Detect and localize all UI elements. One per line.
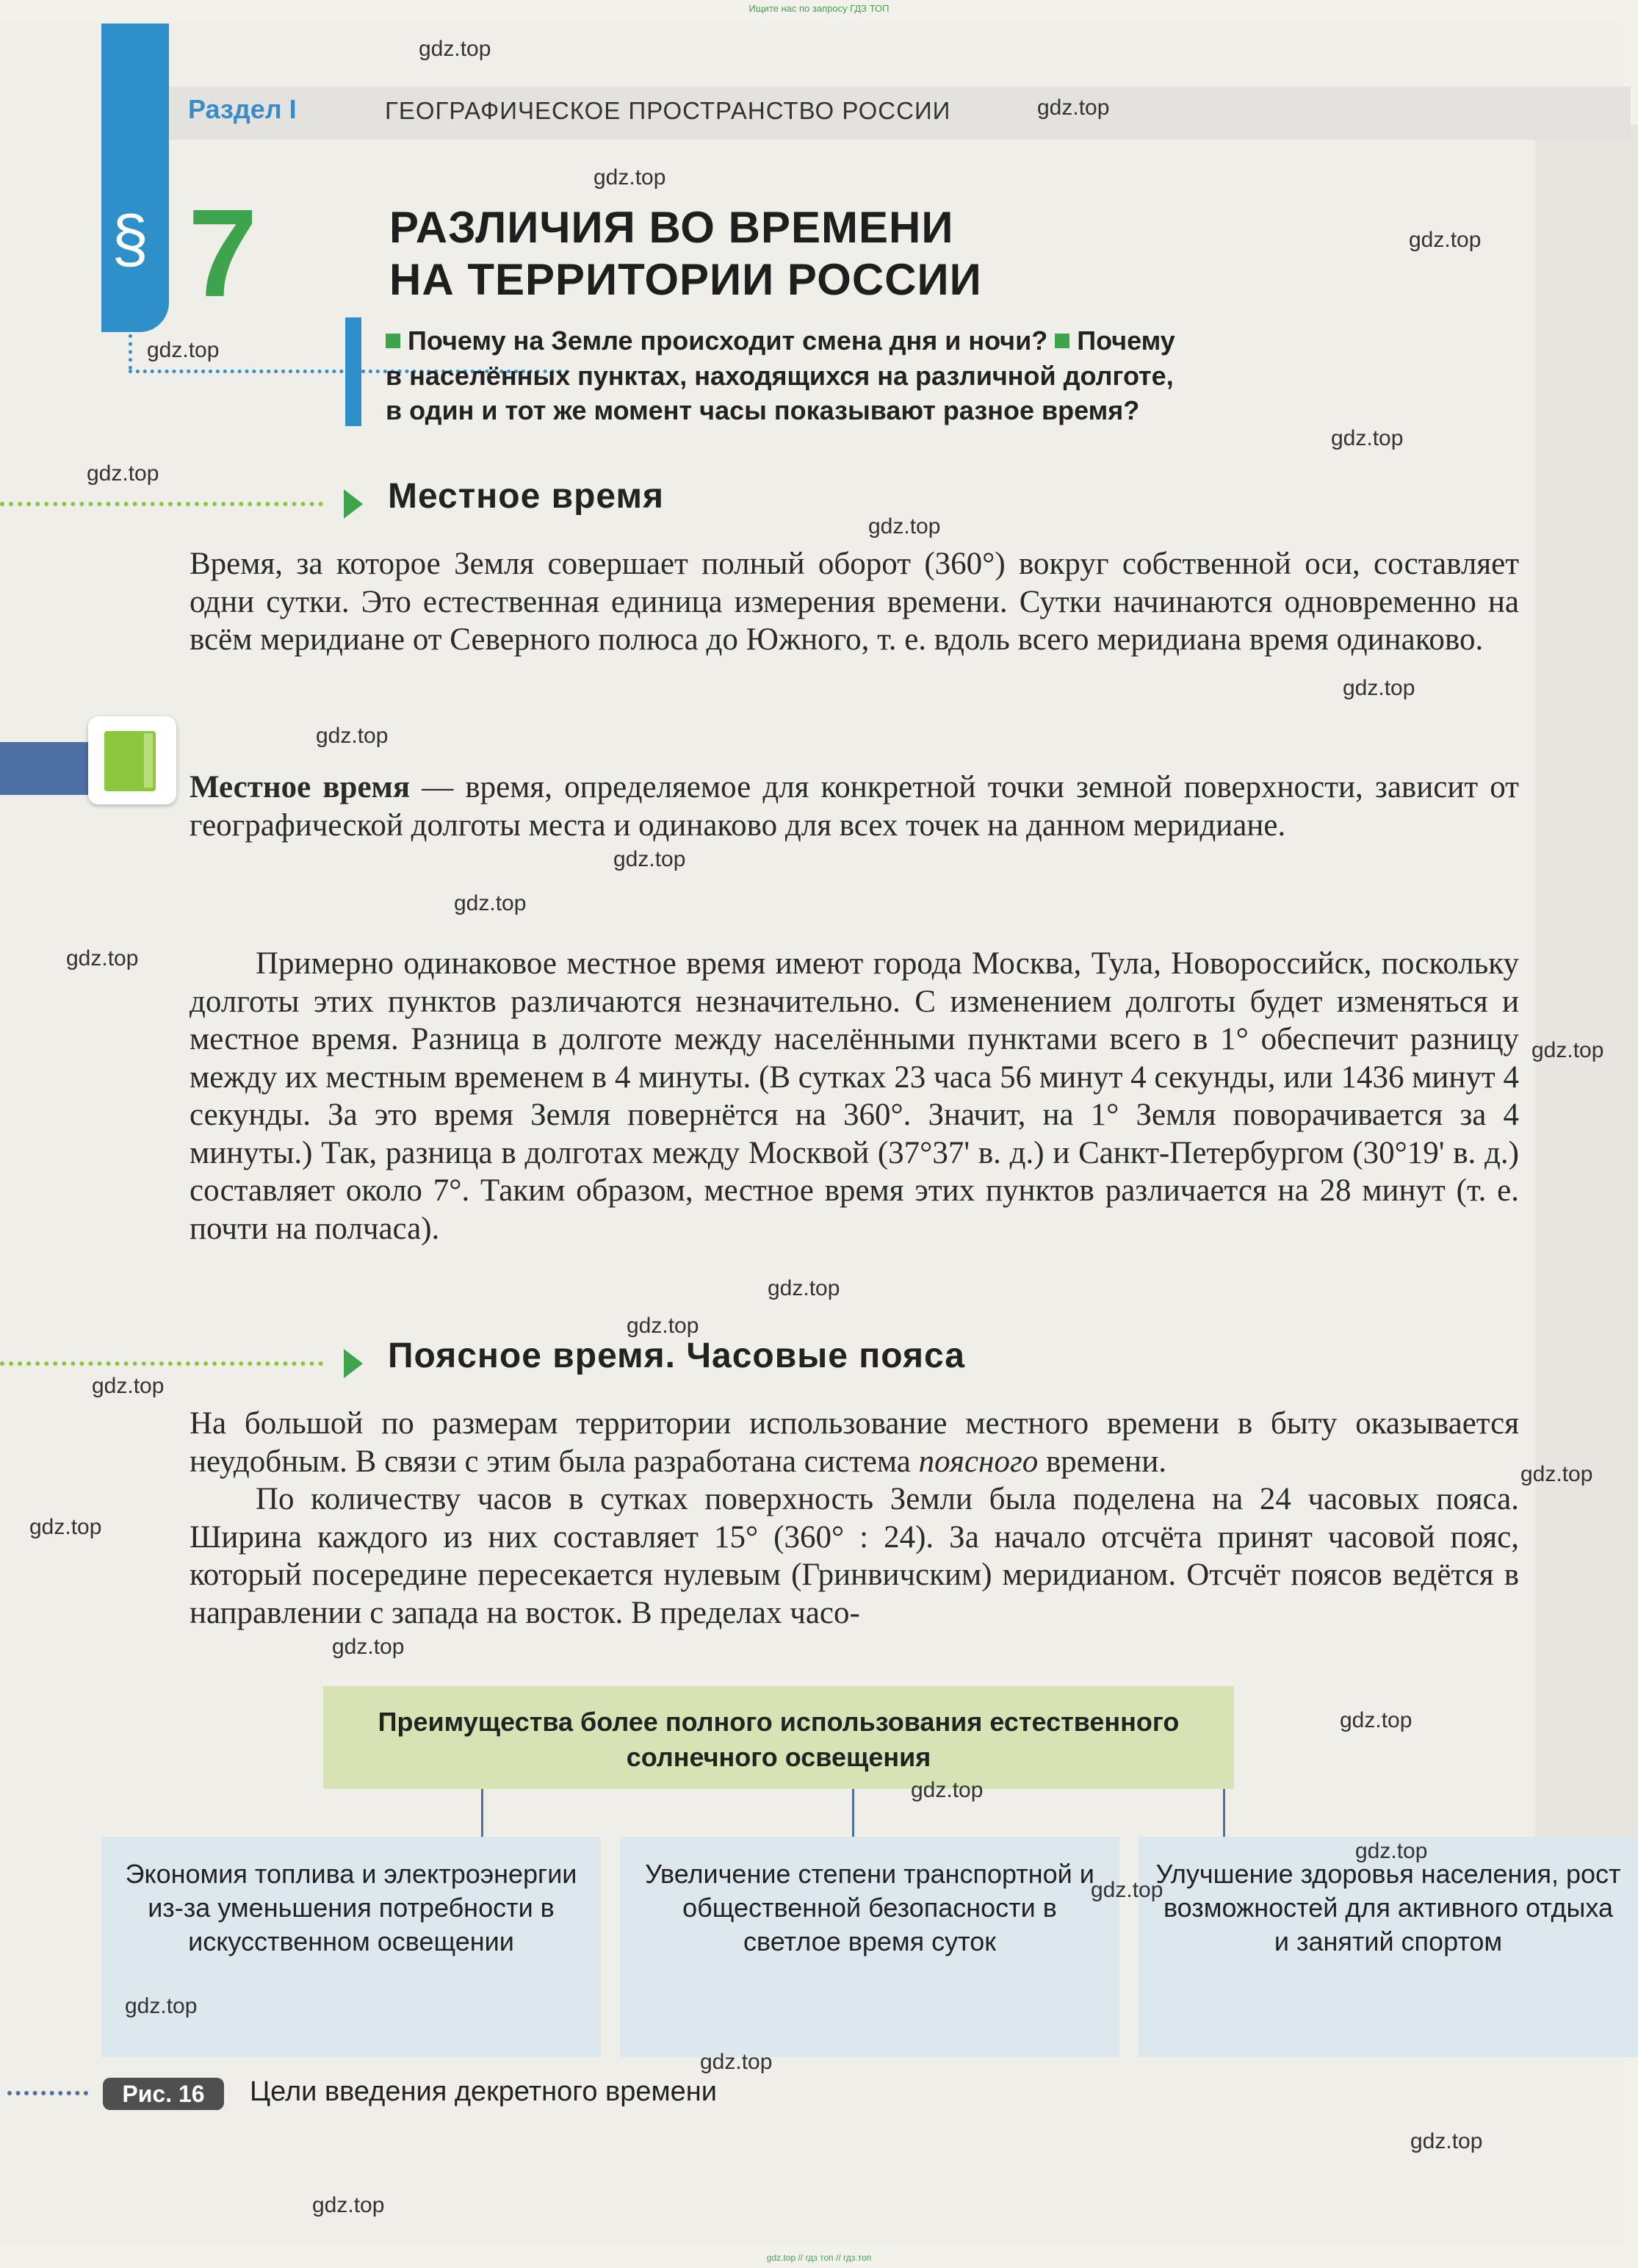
watermark: gdz.top (29, 1515, 102, 1539)
connector-line (481, 1789, 483, 1840)
subheading-local-time: Местное время (388, 477, 664, 516)
paragraph-text: На большой по размерам территории использование местного времени в быту оказывается неудобным. В связи с этим была разработана система (190, 1406, 1519, 1479)
paragraph (190, 945, 1519, 1248)
section-tab (101, 24, 169, 332)
chapter-number: 7 (188, 184, 258, 323)
paragraph (190, 1480, 1519, 1632)
figure-caption: Цели введения декретного времени (250, 2076, 717, 2107)
diagram-top-text: Преимущества более полного использования естественного солнечного освещения (378, 1707, 1180, 1772)
watermark: gdz.top (1410, 2129, 1483, 2153)
connector-line (1223, 1789, 1225, 1840)
watermark: gdz.top (125, 1994, 198, 2018)
bottom-note: gdz.top // гдз топ // гдз.топ (766, 2253, 872, 2263)
section-label: Раздел I (188, 94, 297, 124)
diagram-box-text: Увеличение степени транспортной и общественной безопасности в светлое время суток (645, 1859, 1094, 1957)
watermark: gdz.top (1331, 426, 1404, 450)
question-text: Почему на Земле происходит смена дня и ночи? (408, 325, 1048, 356)
question-text: Почему (1077, 325, 1175, 356)
diagram-box-text: Улучшение здоровья населения, рост возможностей для активного отдыха и занятий спортом (1155, 1859, 1621, 1957)
paragraph-text: Примерно одинаковое местное время имеют города Москва, Тула, Новороссийск, поскольку долготы этих пунктов различаются незначительно. С изменением долготы будет изменяться и местное время. Разница в долготе между населёнными пунктами всего в 1° обеспечит разницу между их местным временем в 4 минуты. (В сутках 23 часа 56 минут 4 секунды, или 1436 минут 4 секунды. За это время Земля повернётся на 360°. Значит, на 1° Земля поворачивается за 4 минуты.) Так, разница в долготах между Москвой (37°37' в. д.) и Санкт-Петербургом (30°19' в. д.) составляет около 7°. Таким образом, местное время этих пунктов различается на 28 минут (т. е. почти на полчаса). (190, 946, 1519, 1246)
definition (190, 768, 1519, 844)
watermark: gdz.top (911, 1778, 984, 1802)
watermark: gdz.top (627, 1314, 699, 1338)
top-note: Ищите нас по запросу ГДЗ ТОП (748, 3, 890, 14)
guiding-questions (386, 323, 1561, 428)
book-icon-page (144, 733, 153, 788)
dotted-divider (129, 334, 132, 370)
watermark: gdz.top (700, 2050, 773, 2074)
dotted-leader (0, 502, 323, 506)
definition-text: — время, определяемое для конкретной точки земной поверхности, зависит от географической долготы места и одинаково для всех точек на данном меридиане. (190, 770, 1519, 843)
watermark: gdz.top (147, 338, 220, 362)
arrow-icon (344, 1349, 363, 1378)
watermark: gdz.top (316, 724, 389, 748)
dotted-leader (7, 2091, 88, 2095)
dotted-leader (0, 1361, 323, 1366)
watermark: gdz.top (1037, 96, 1110, 120)
figure-label: Рис. 16 (103, 2078, 224, 2110)
questions-bar (345, 317, 361, 426)
chapter-title-line: РАЗЛИЧИЯ ВО ВРЕМЕНИ (389, 203, 954, 252)
paragraph-text: времени. (1038, 1444, 1166, 1479)
watermark: gdz.top (1340, 1708, 1412, 1732)
watermark: gdz.top (593, 165, 666, 190)
square-bullet-icon (1055, 334, 1069, 348)
question-text: в населённых пунктах, находящихся на различной долготе, (386, 360, 1174, 391)
watermark: gdz.top (66, 946, 139, 971)
watermark: gdz.top (419, 37, 491, 61)
paragraph-text: По количеству часов в сутках поверхность Земли была поделена на 24 часовых пояса. Ширина каждого из них составляет 15° (360° : 24). За начало отсчёта принят часовой пояс, который посередине пересекается нулевым (Гринвичским) меридианом. Отсчёт поясов ведётся в направлении с запада на восток. В пределах часо- (190, 1482, 1519, 1630)
arrow-icon (344, 489, 363, 519)
watermark: gdz.top (1355, 1839, 1428, 1863)
paragraph: Время, за которое Земля совершает полный оборот (360°) вокруг собственной оси, составляет одни сутки. Это естественная единица измерения времени. Сутки начинаются одновременно на всём меридиане от Северного полюса до Южного, т. е. вдоль всего меридиана время одинаково. (190, 547, 1519, 657)
chapter-title-line: НА ТЕРРИТОРИИ РОССИИ (389, 254, 982, 304)
paragraph-sign-icon: § (112, 203, 149, 276)
watermark: gdz.top (87, 461, 159, 486)
watermark: gdz.top (1520, 1462, 1593, 1486)
watermark: gdz.top (1343, 676, 1415, 700)
watermark: gdz.top (1409, 228, 1482, 252)
watermark: gdz.top (1531, 1038, 1604, 1062)
paragraph (190, 1405, 1519, 1480)
watermark: gdz.top (613, 847, 686, 871)
section-title: ГЕОГРАФИЧЕСКОЕ ПРОСТРАНСТВО РОССИИ (385, 97, 951, 124)
question-text: в один и тот же момент часы показывают разное время? (386, 395, 1140, 426)
chapter-title (389, 202, 982, 306)
watermark: gdz.top (454, 891, 527, 915)
watermark: gdz.top (332, 1635, 405, 1659)
watermark: gdz.top (868, 514, 941, 539)
watermark: gdz.top (1091, 1878, 1163, 1902)
watermark: gdz.top (92, 1374, 165, 1398)
connector-line (852, 1789, 854, 1840)
emphasis: поясного (918, 1444, 1039, 1479)
definition-term: Местное время (190, 770, 411, 804)
watermark: gdz.top (768, 1276, 840, 1300)
watermark: gdz.top (312, 2193, 385, 2217)
square-bullet-icon (386, 334, 400, 348)
diagram-box-text: Экономия топлива и электроэнергии из-за уменьшения потребности в искусственном освещении (125, 1859, 577, 1957)
subheading-zone-time: Поясное время. Часовые пояса (388, 1336, 965, 1375)
